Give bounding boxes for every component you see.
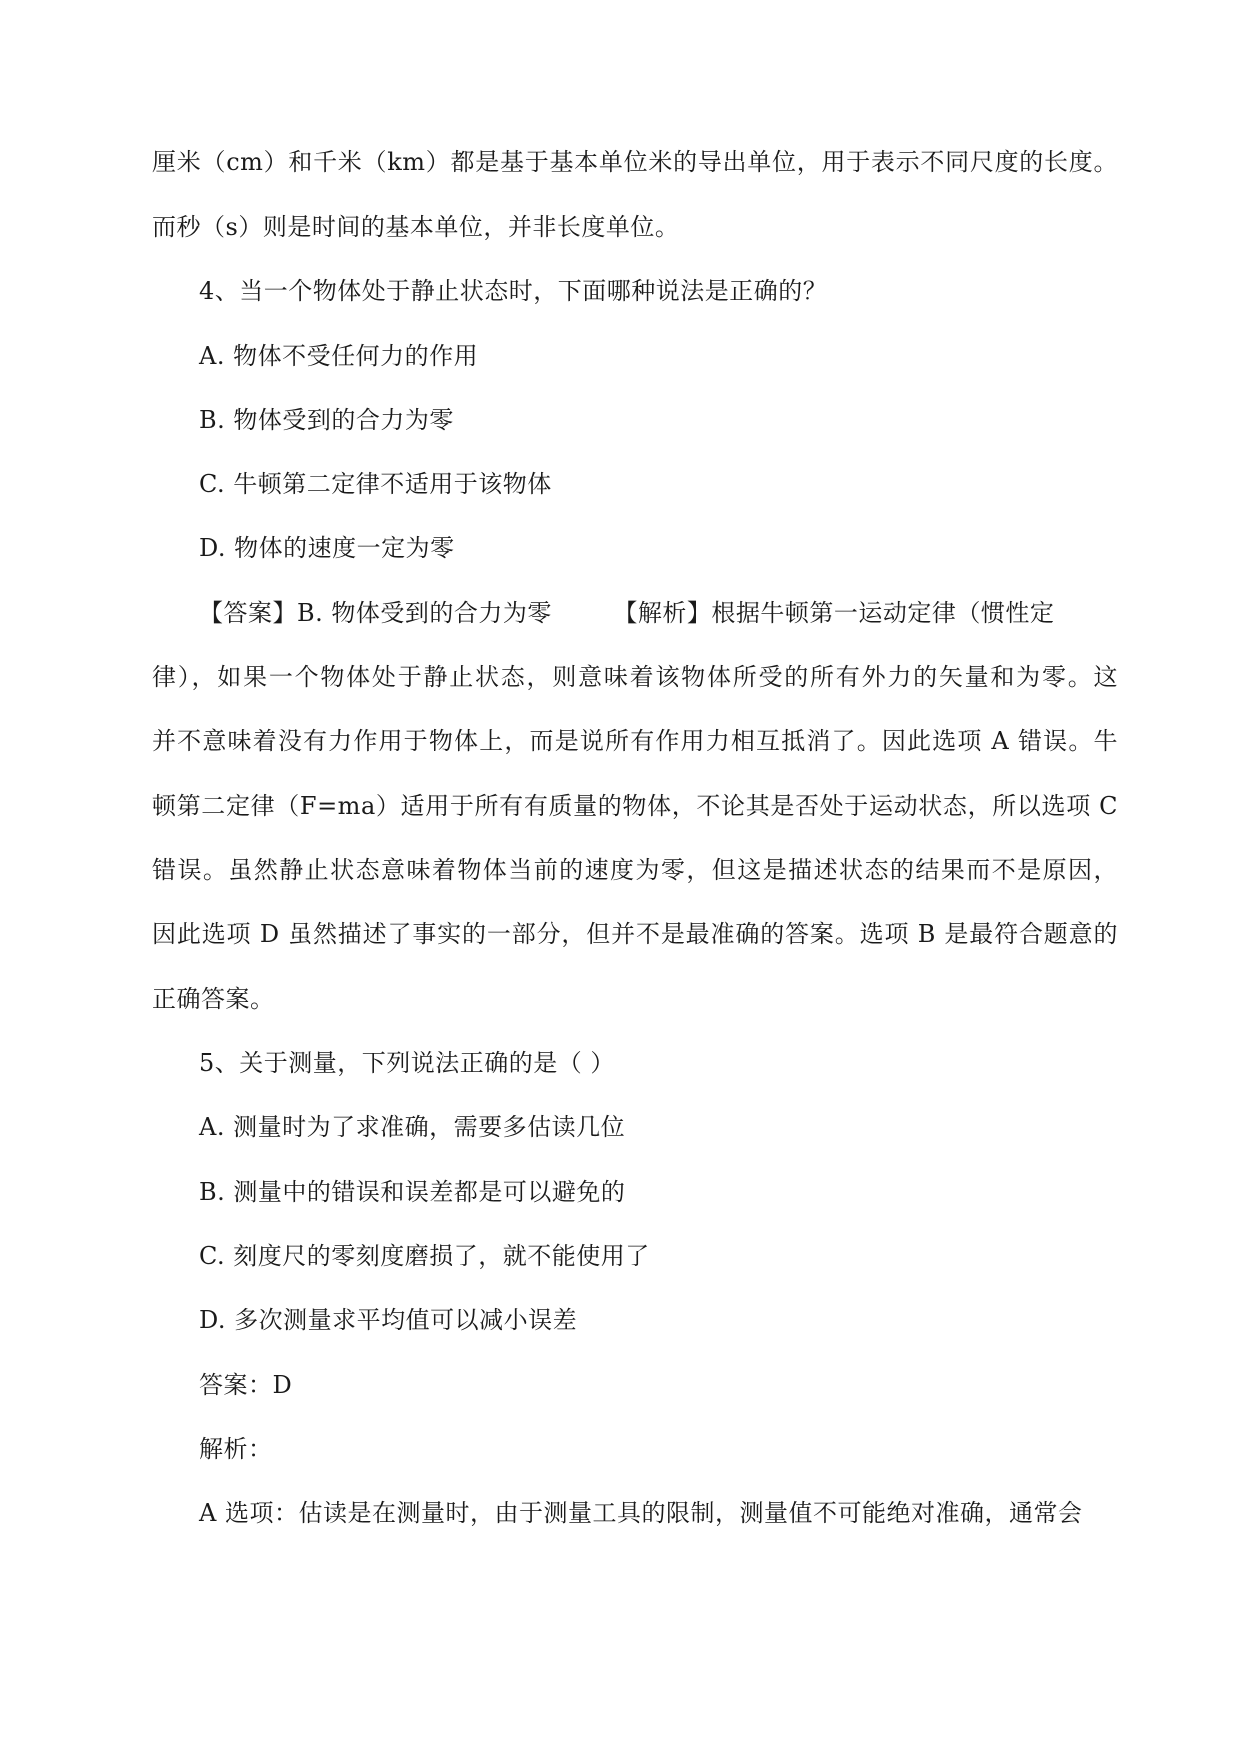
question-5-option-d: D. 多次测量求平均值可以减小误差 [199, 1306, 578, 1334]
question-5-option-a: A. 测量时为了求准确，需要多估读几位 [199, 1113, 626, 1141]
question-5-analysis-a: A 选项：估读是在测量时，由于测量工具的限制，测量值不可能绝对准确，通常会 [199, 1499, 1083, 1527]
question-4-answer: 【答案】B. 物体受到的合力为零 【解析】根据牛顿第一运动定律（惯性定 [199, 599, 1055, 627]
question-4-option-d: D. 物体的速度一定为零 [199, 534, 455, 562]
question-4-option-c: C. 牛顿第二定律不适用于该物体 [199, 470, 552, 498]
question-4-option-b: B. 物体受到的合力为零 [199, 406, 454, 434]
paragraph-line: 而秒（s）则是时间的基本单位，并非长度单位。 [152, 213, 680, 241]
paragraph-line: 厘米（cm）和千米（km）都是基于基本单位米的导出单位，用于表示不同尺度的长度。 [152, 148, 1118, 176]
explanation-line: 律），如果一个物体处于静止状态，则意味着该物体所受的所有外力的矢量和为零。这 [152, 663, 1118, 691]
explanation-line: 并不意味着没有力作用于物体上，而是说所有作用力相互抵消了。因此选项 A 错误。牛 [152, 727, 1118, 755]
explanation-line: 正确答案。 [152, 985, 275, 1013]
question-4-option-a: A. 物体不受任何力的作用 [199, 342, 479, 370]
explanation-line: 因此选项 D 虽然描述了事实的一部分，但并不是最准确的答案。选项 B 是最符合题意的 [152, 920, 1118, 948]
question-4-stem: 4、当一个物体处于静止状态时，下面哪种说法是正确的？ [199, 277, 828, 305]
question-5-answer: 答案：D [199, 1371, 293, 1399]
question-5-stem: 5、关于测量，下列说法正确的是（ ） [199, 1049, 615, 1077]
question-5-option-b: B. 测量中的错误和误差都是可以避免的 [199, 1178, 626, 1206]
explanation-line: 顿第二定律（F=ma）适用于所有有质量的物体，不论其是否处于运动状态，所以选项 C [152, 792, 1118, 820]
explanation-line: 错误。虽然静止状态意味着物体当前的速度为零，但这是描述状态的结果而不是原因， [152, 856, 1118, 884]
question-5-option-c: C. 刻度尺的零刻度磨损了，就不能使用了 [199, 1242, 650, 1270]
question-5-analysis-label: 解析： [199, 1435, 273, 1463]
